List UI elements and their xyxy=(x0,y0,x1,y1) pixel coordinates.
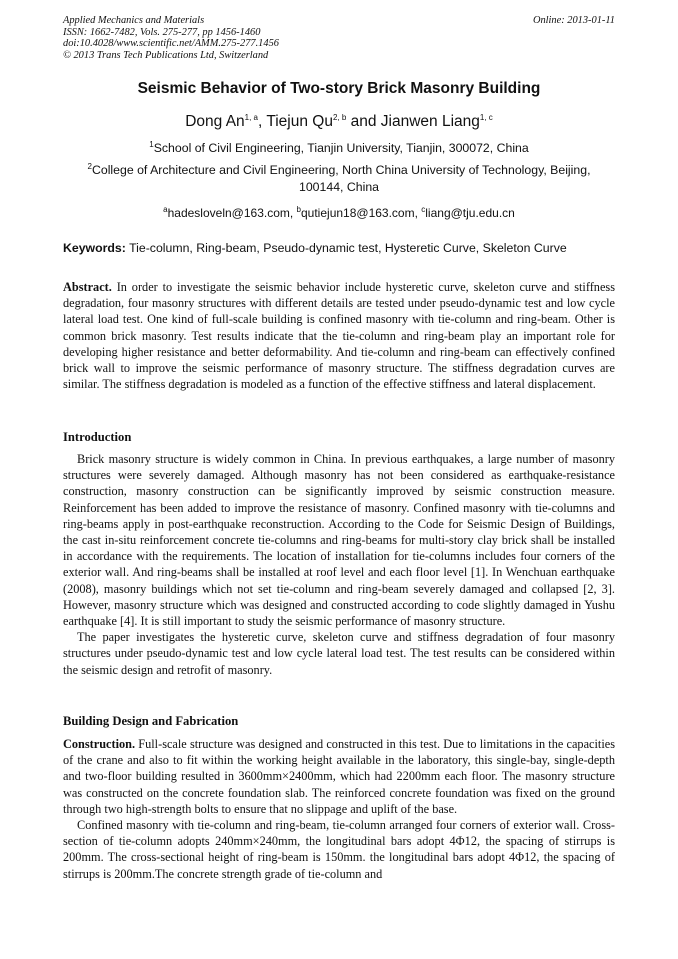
affiliation-number: 2 xyxy=(87,161,92,171)
email-list xyxy=(63,206,615,220)
abstract-label: Abstract. xyxy=(63,280,112,294)
construction-text: Full-scale structure was designed and constructed in this test. Due to limitations in the capacities of the crane and also to fit within the working height available in the laboratory, this single-bay, single-depth and two-floor building resulted in 3600mm×2400mm, which had 2200mm each floor. The masonry structure was constructed on the concrete foundation slab. The reinforced concrete foundation was fixed on the ground through two high-strength bolts to ensure that no slippage and uplift of the base. xyxy=(63,737,615,816)
construction-label: Construction. xyxy=(63,737,136,751)
author-separator: and xyxy=(346,113,381,130)
affiliation-text: School of Civil Engineering, Tianjin University, Tianjin, 300072, China xyxy=(153,141,529,155)
abstract-text: In order to investigate the seismic behavior include hysteretic curve, skeleton curve and stiffness degradation, four masonry structures with different details are tested under pseudo-dynamic test and low cycle lateral load test. One kind of full-scale building is confined masonry with tie-column and ring-beam. Other is common brick masonry. Test results indicate that the tie-column and ring-beam play an important role for developing higher resistance and better deformability. And tie-column and ring-beam can effectively confined brick wall to improve the seismic performance of masonry structure. The stiffness degradation curves are similar. The stiffness degradation is modeled as a function of the effective stiffness and lateral displacement. xyxy=(63,280,615,392)
affiliation-text: College of Architecture and Civil Engineering, North China University of Technology, Beijing, 100144, China xyxy=(91,163,591,194)
copyright-line: © 2013 Trans Tech Publications Ltd, Switzerland xyxy=(63,49,269,61)
keywords xyxy=(63,241,615,255)
email-superscript: b xyxy=(296,205,301,214)
email-address: qutiejun18@163.com, xyxy=(301,206,422,220)
email-superscript: c xyxy=(421,205,426,214)
doi-line: doi:10.4028/www.scientific.net/AMM.275-277.1456 xyxy=(63,38,279,50)
running-header xyxy=(63,15,615,61)
design-body xyxy=(63,736,615,882)
paper-title: Seismic Behavior of Two-story Brick Masonry Building xyxy=(137,80,541,97)
keywords-label: Keywords: xyxy=(63,241,126,255)
author-separator: , xyxy=(258,113,267,130)
author-name: Jianwen Liang xyxy=(380,113,480,130)
online-date: Online: 2013-01-11 xyxy=(532,15,615,26)
author-superscript: 1, a xyxy=(244,112,258,122)
email-superscript: a xyxy=(163,205,168,214)
author-superscript: 1, c xyxy=(479,112,493,122)
author-name: Dong An xyxy=(185,113,245,130)
author-name: Tiejun Qu xyxy=(266,113,333,130)
abstract xyxy=(63,279,615,392)
affiliation-2 xyxy=(78,162,600,196)
issn-line: ISSN: 1662-7482, Vols. 275-277, pp 1456-1460 xyxy=(63,26,261,38)
introduction-paragraph-2: The paper investigates the hysteretic curve, skeleton curve and stiffness degradation of four masonry structures under pseudo-dynamic test and low cycle lateral load test. The test results can be considered within the seismic design and retrofit of masonry. xyxy=(63,630,615,677)
design-heading: Building Design and Fabrication xyxy=(63,714,239,728)
affiliation-1 xyxy=(78,140,600,157)
introduction-paragraph-1: Brick masonry structure is widely common in China. In previous earthquakes, a large number of masonry structures were severely damaged. Although masonry has not been considered as earthquake-resistance construction, masonry construction can be significantly improved by seismic construction measure. Reinforcement has been added to improve the resistance of masonry. Confined masonry with tie-columns and ring-beams apply in post-earthquake reconstruction. According to the Code for Seismic Design of Buildings, the cast in-situ reinforcement concrete tie-columns and ring-beams for multi-story clay brick shall be installed in accordance with the requirements. The location of installation for tie-columns includes four corners of the exterior wall. And ring-beams shall be installed at roof level and each floor level [1]. In Wenchuan earthquake (2008), masonry buildings which not set tie-column and ring-beam severely damaged and collapsed [2, 3]. However, masonry structure which was designed and constructed according to code slightly damaged in Yushu earthquake [4]. It is still important to study the seismic performance of masonry structure. xyxy=(63,452,615,629)
affiliation-number: 1 xyxy=(149,139,154,149)
author-list xyxy=(63,113,615,131)
keywords-text: Tie-column, Ring-beam, Pseudo-dynamic test, Hysteretic Curve, Skeleton Curve xyxy=(125,241,567,255)
design-paragraph-2: Confined masonry with tie-column and ring-beam, tie-column arranged four corners of exterior wall. Cross-section of tie-column adopts 240mm×240mm, the longitudinal bars adopt 4Φ12, the spacing of stirrups is 200mm. The cross-sectional height of ring-beam is 150mm. the longitudinal bars adopt 4Φ12, the spacing of stirrups is 200mm.The concrete strength grade of tie-column and xyxy=(63,818,615,881)
author-superscript: 2, b xyxy=(332,112,347,122)
introduction-heading: Introduction xyxy=(63,430,132,444)
email-address: liang@tju.edu.cn xyxy=(425,206,515,220)
introduction-body xyxy=(63,451,615,678)
journal-name: Applied Mechanics and Materials xyxy=(63,15,205,26)
email-address: hadesloveln@163.com, xyxy=(167,206,297,220)
